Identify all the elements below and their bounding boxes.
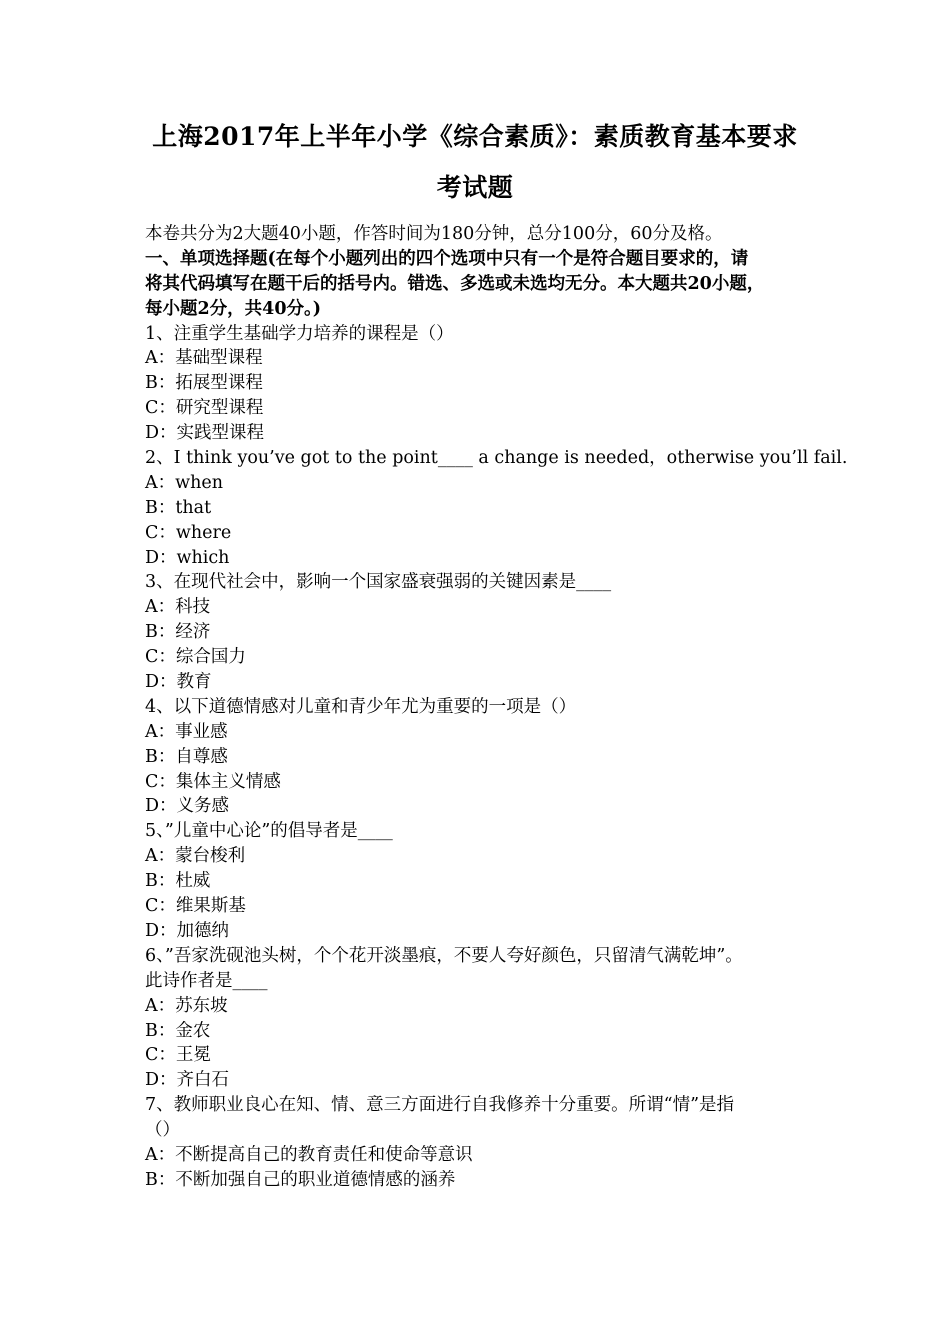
document-body: [145, 222, 848, 1193]
question-4-option-d: D：义务感: [145, 796, 230, 817]
question-4-stem: 4、以下道德情感对儿童和青少年尤为重要的一项是（）: [145, 696, 577, 717]
question-3-option-a: A：科技: [145, 597, 211, 618]
question-4-option-c: C：集体主义情感: [145, 771, 281, 792]
question-4-option-b: B：自尊感: [145, 746, 228, 767]
question-2-stem: 2、I think you’ve got to the point____ a change is needed，otherwise you’ll fail.: [145, 448, 848, 469]
question-2-option-b: B：that: [145, 497, 212, 518]
question-6-option-b: B：金农: [145, 1020, 211, 1041]
question-3-option-d: D：教育: [145, 672, 212, 693]
question-5-option-b: B：杜威: [145, 871, 211, 892]
question-7-stem-continued: （）: [145, 1120, 180, 1141]
question-1-option-c: C：研究型课程: [145, 398, 264, 419]
section-heading-line3: 每小题2分，共40分。): [145, 298, 322, 319]
question-6-option-c: C：王冕: [145, 1045, 211, 1066]
section-heading: 一、单项选择题(在每个小题列出的四个选项中只有一个是符合题目要求的，请: [145, 248, 749, 269]
question-6-stem: 6、”吾家洗砚池头树，个个花开淡墨痕，不要人夸好颜色，只留清气满乾坤”。: [145, 945, 743, 966]
question-1-option-b: B：拓展型课程: [145, 373, 263, 394]
question-2-option-a: A：when: [145, 472, 224, 493]
question-6-stem-continued: 此诗作者是____: [145, 970, 268, 991]
question-5-option-d: D：加德纳: [145, 920, 230, 941]
question-1-option-a: A：基础型课程: [145, 348, 263, 369]
question-1-stem: 1、注重学生基础学力培养的课程是（）: [145, 323, 454, 344]
question-7-stem: 7、教师职业良心在知、情、意三方面进行自我修养十分重要。所谓“情”是指: [145, 1095, 735, 1116]
question-3-stem: 3、在现代社会中，影响一个国家盛衰强弱的关键因素是____: [145, 572, 612, 593]
question-3-option-b: B：经济: [145, 622, 211, 643]
question-2-option-c: C：where: [145, 522, 232, 543]
question-3-option-c: C：综合国力: [145, 647, 246, 668]
document-title-continued: 考试题: [436, 173, 514, 202]
question-2-option-d: D：which: [145, 547, 230, 568]
question-5-stem: 5、”儿童中心论”的倡导者是____: [145, 821, 393, 842]
question-1-option-d: D：实践型课程: [145, 423, 265, 444]
document-title: 上海2017年上半年小学《综合素质》：素质教育基本要求: [152, 122, 798, 151]
section-heading-line2: 将其代码填写在题干后的括号内。错选、多选或未选均无分。本大题共20小题，: [145, 273, 765, 294]
question-7-option-a: A：不断提高自己的教育责任和使命等意识: [145, 1144, 473, 1165]
question-5-option-a: A：蒙台梭利: [145, 846, 246, 867]
exam-intro: 本卷共分为2大题40小题，作答时间为180分钟，总分100分，60分及格。: [145, 224, 723, 244]
question-6-option-d: D：齐白石: [145, 1070, 230, 1091]
question-4-option-a: A：事业感: [145, 721, 228, 742]
question-6-option-a: A：苏东坡: [145, 995, 228, 1016]
question-7-option-b: B：不断加强自己的职业道德情感的涵养: [145, 1169, 456, 1190]
question-5-option-c: C：维果斯基: [145, 896, 246, 917]
